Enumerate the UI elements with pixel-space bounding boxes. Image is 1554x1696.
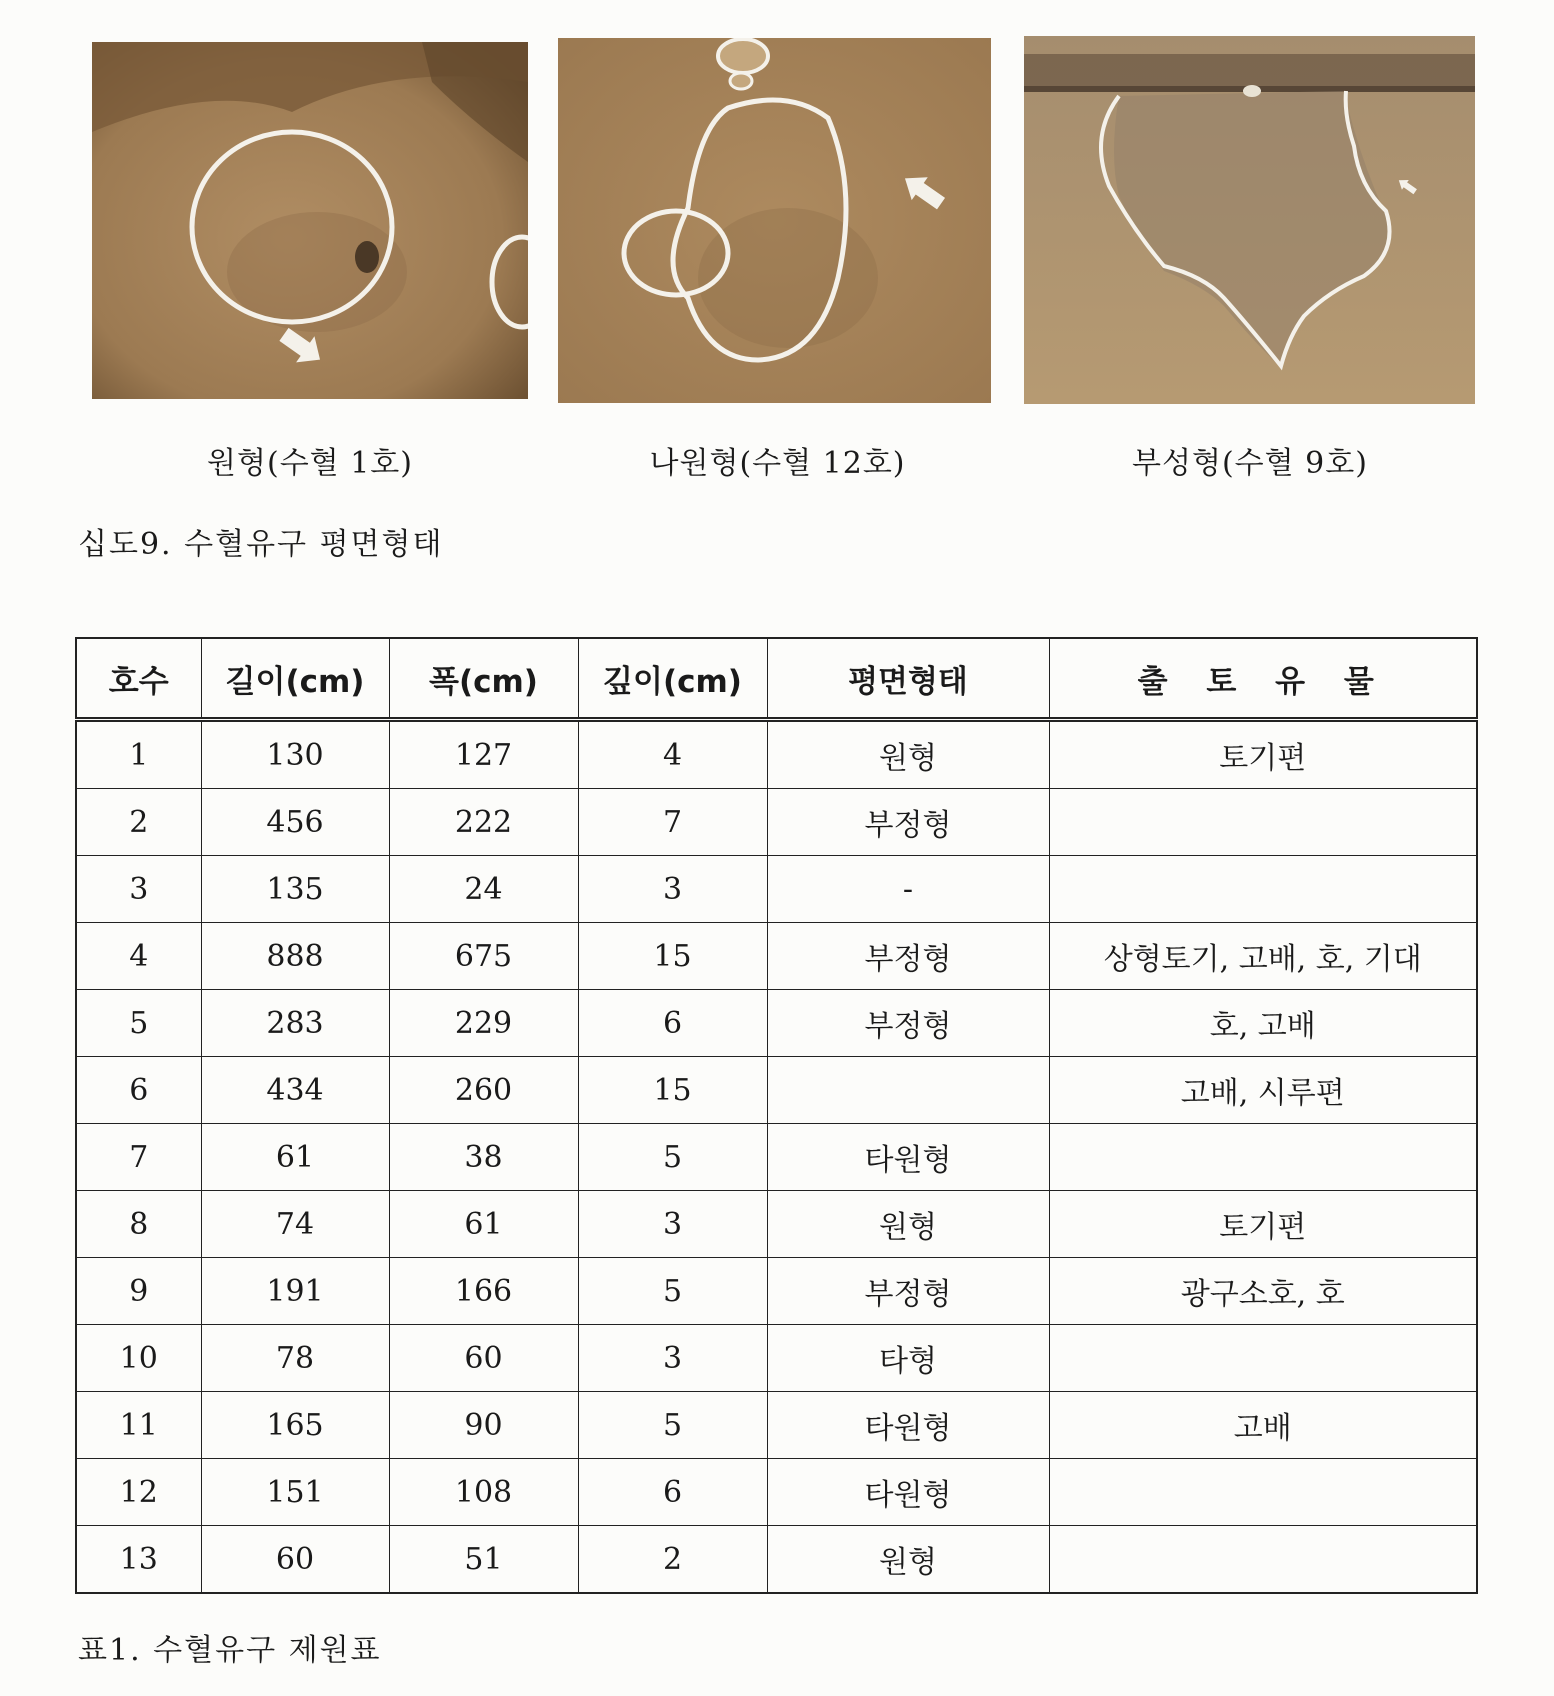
cell-artifacts: 호, 고배 — [1049, 990, 1477, 1057]
table-row — [76, 1392, 1477, 1459]
cell-artifacts — [1049, 1459, 1477, 1526]
cell-number: 11 — [76, 1392, 201, 1459]
cell-depth: 5 — [578, 1258, 767, 1325]
table-header-row — [76, 638, 1477, 720]
cell-width: 60 — [389, 1325, 578, 1392]
cell-artifacts: 고배 — [1049, 1392, 1477, 1459]
cell-width: 51 — [389, 1526, 578, 1594]
cell-length: 78 — [201, 1325, 389, 1392]
cell-plan-shape: 원형 — [767, 1191, 1049, 1258]
photo-caption-irregular: 부성형(수혈 9호) — [1132, 446, 1368, 481]
table-row — [76, 1258, 1477, 1325]
table-row — [76, 720, 1477, 789]
cell-number: 5 — [76, 990, 201, 1057]
cell-number: 7 — [76, 1124, 201, 1191]
cell-plan-shape: 부정형 — [767, 1258, 1049, 1325]
cell-artifacts — [1049, 856, 1477, 923]
cell-length: 151 — [201, 1459, 389, 1526]
cell-width: 61 — [389, 1191, 578, 1258]
table-row — [76, 1191, 1477, 1258]
cell-plan-shape: 타형 — [767, 1325, 1049, 1392]
cell-width: 222 — [389, 789, 578, 856]
cell-width: 166 — [389, 1258, 578, 1325]
cell-artifacts: 광구소호, 호 — [1049, 1258, 1477, 1325]
header-depth: 깊이(cm) — [578, 638, 767, 720]
cell-width: 229 — [389, 990, 578, 1057]
cell-artifacts — [1049, 1526, 1477, 1594]
cell-length: 191 — [201, 1258, 389, 1325]
cell-length: 135 — [201, 856, 389, 923]
cell-width: 108 — [389, 1459, 578, 1526]
cell-width: 260 — [389, 1057, 578, 1124]
table-row — [76, 1459, 1477, 1526]
cell-number: 3 — [76, 856, 201, 923]
cell-artifacts: 토기편 — [1049, 720, 1477, 789]
cell-number: 4 — [76, 923, 201, 990]
cell-length: 456 — [201, 789, 389, 856]
table-row — [76, 789, 1477, 856]
cell-depth: 3 — [578, 1191, 767, 1258]
table-row — [76, 990, 1477, 1057]
cell-depth: 5 — [578, 1124, 767, 1191]
cell-width: 24 — [389, 856, 578, 923]
pit-photo-oval — [558, 38, 991, 403]
table-row — [76, 1124, 1477, 1191]
cell-width: 90 — [389, 1392, 578, 1459]
cell-number: 13 — [76, 1526, 201, 1594]
cell-plan-shape: 부정형 — [767, 923, 1049, 990]
cell-width: 675 — [389, 923, 578, 990]
cell-depth: 2 — [578, 1526, 767, 1594]
cell-depth: 6 — [578, 1459, 767, 1526]
cell-depth: 7 — [578, 789, 767, 856]
cell-length: 888 — [201, 923, 389, 990]
cell-plan-shape — [767, 1057, 1049, 1124]
header-number: 호수 — [76, 638, 201, 720]
cell-number: 10 — [76, 1325, 201, 1392]
cell-depth: 15 — [578, 1057, 767, 1124]
cell-depth: 15 — [578, 923, 767, 990]
cell-plan-shape: 타원형 — [767, 1124, 1049, 1191]
cell-depth: 3 — [578, 856, 767, 923]
header-width: 폭(cm) — [389, 638, 578, 720]
cell-plan-shape: 타원형 — [767, 1392, 1049, 1459]
table-row — [76, 856, 1477, 923]
cell-length: 165 — [201, 1392, 389, 1459]
header-artifacts: 출 토 유 물 — [1049, 638, 1477, 720]
cell-artifacts — [1049, 1325, 1477, 1392]
cell-length: 283 — [201, 990, 389, 1057]
table-caption: 표1. 수혈유구 제원표 — [78, 1633, 382, 1668]
pit-photo-irregular — [1024, 36, 1475, 404]
table-row — [76, 1526, 1477, 1594]
cell-plan-shape: 원형 — [767, 1526, 1049, 1594]
cell-number: 9 — [76, 1258, 201, 1325]
cell-length: 434 — [201, 1057, 389, 1124]
cell-number: 12 — [76, 1459, 201, 1526]
header-plan-shape: 평면형태 — [767, 638, 1049, 720]
cell-depth: 4 — [578, 720, 767, 789]
cell-artifacts: 고배, 시루편 — [1049, 1057, 1477, 1124]
cell-length: 74 — [201, 1191, 389, 1258]
photo-caption-oval: 나원형(수혈 12호) — [649, 446, 906, 481]
cell-plan-shape: - — [767, 856, 1049, 923]
cell-artifacts: 토기편 — [1049, 1191, 1477, 1258]
table-row — [76, 1325, 1477, 1392]
cell-plan-shape: 타원형 — [767, 1459, 1049, 1526]
cell-artifacts — [1049, 1124, 1477, 1191]
cell-artifacts: 상형토기, 고배, 호, 기대 — [1049, 923, 1477, 990]
cell-number: 1 — [76, 720, 201, 789]
table-row — [76, 923, 1477, 990]
photo-caption-circular: 원형(수혈 1호) — [207, 446, 413, 481]
cell-length: 130 — [201, 720, 389, 789]
cell-depth: 6 — [578, 990, 767, 1057]
cell-number: 6 — [76, 1057, 201, 1124]
cell-depth: 3 — [578, 1325, 767, 1392]
pit-photo-circular — [92, 42, 528, 399]
cell-plan-shape: 부정형 — [767, 990, 1049, 1057]
figure-title: 십도9. 수혈유구 평면형태 — [78, 527, 444, 562]
cell-plan-shape: 부정형 — [767, 789, 1049, 856]
cell-plan-shape: 원형 — [767, 720, 1049, 789]
cell-width: 38 — [389, 1124, 578, 1191]
table-row — [76, 1057, 1477, 1124]
cell-length: 61 — [201, 1124, 389, 1191]
cell-depth: 5 — [578, 1392, 767, 1459]
cell-length: 60 — [201, 1526, 389, 1594]
cell-number: 2 — [76, 789, 201, 856]
cell-number: 8 — [76, 1191, 201, 1258]
header-length: 길이(cm) — [201, 638, 389, 720]
cell-artifacts — [1049, 789, 1477, 856]
cell-width: 127 — [389, 720, 578, 789]
pit-data-table — [75, 637, 1478, 1594]
